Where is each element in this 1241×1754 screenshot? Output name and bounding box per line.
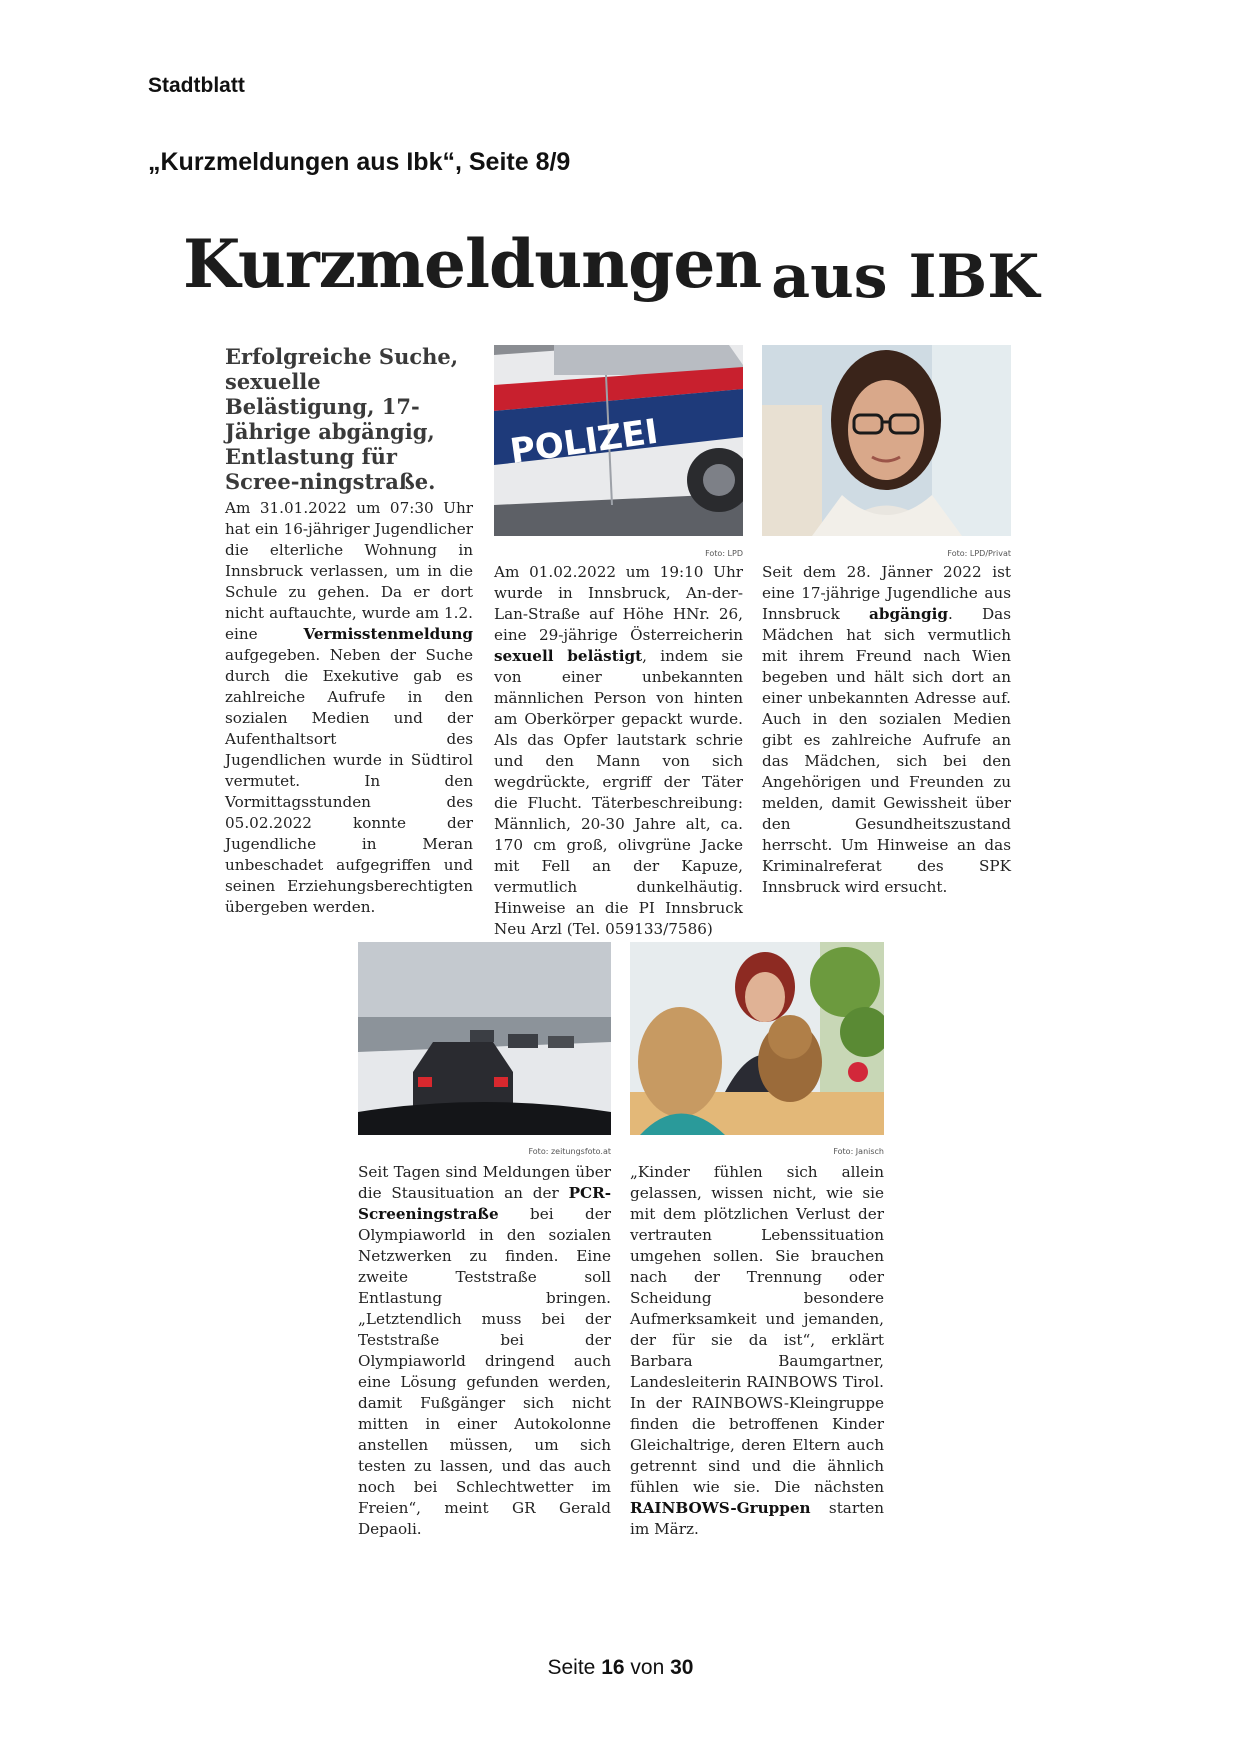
portrait-photo xyxy=(762,345,1011,536)
traffic-image xyxy=(358,942,611,1135)
masthead-part1: Kurzmeldungen xyxy=(183,225,762,303)
article-highlight: PCR-Screeningstraße xyxy=(358,1184,611,1223)
article-highlight: sexuell belästigt xyxy=(494,647,643,665)
photo-credit: Foto: LPD/Privat xyxy=(947,549,1011,558)
article-text: Am 31.01.2022 um 07:30 Uhr hat ein 16-jähriger Jugendlicher die elterliche Wohnung in Innsbruck verlassen, um in die Schule zu gehen. Da er dort nicht auftauchte, wurde am 1.2. eine xyxy=(225,499,473,643)
article-rainbows xyxy=(630,1162,884,1540)
article-screening xyxy=(358,1162,611,1540)
total-pages: 30 xyxy=(670,1656,694,1679)
clipping-title: „Kurzmeldungen aus Ibk“, Seite 8/9 xyxy=(148,148,571,176)
article-headline: Erfolgreiche Suche, sexuelle Belästigung, 17-Jährige abgängig, Entlastung für Scree-ningstraße. xyxy=(225,344,459,494)
child-counselling-photo xyxy=(630,942,884,1135)
traffic-photo xyxy=(358,942,611,1135)
article-missing-girl xyxy=(762,562,1011,898)
article-text: Seit dem 28. Jänner 2022 ist eine 17-jährige Jugendliche aus Innsbruck xyxy=(762,563,1011,623)
article-highlight: Vermisstenmeldung xyxy=(303,625,473,643)
article-text: . Das Mädchen hat sich vermutlich mit ihrem Freund nach Wien begeben und hält sich dort an einer unbekannten Adresse auf. Auch in den sozialen Medien gibt es zahlreiche Aufrufe an das Mädchen, sich bei den Angehörigen und Freunden zu melden, damit Gewissheit über den Gesundheitszustand herrscht. Um Hinweise an das Kriminalreferat des SPK Innsbruck wird ersucht. xyxy=(762,605,1012,896)
photo-credit: Foto: Janisch xyxy=(833,1147,884,1156)
child-counselling-image xyxy=(630,942,884,1135)
article-missing-boy xyxy=(225,498,473,918)
police-car-photo xyxy=(494,345,743,536)
article-highlight: RAINBOWS-Gruppen xyxy=(630,1499,811,1517)
article-highlight: abgängig xyxy=(869,605,948,623)
photo-credit: Foto: LPD xyxy=(705,549,743,558)
photo-credit: Foto: zeitungsfoto.at xyxy=(528,1147,611,1156)
article-text: , indem sie von einer unbekannten männlichen Person von hinten am Oberkörper gepackt wurde. Als das Opfer lautstark schrie und den Mann von sich wegdrückte, ergriff der Täter die Flucht. Täterbeschreibung: Männlich, 20-30 Jahre alt, ca. 170 cm groß, olivgrüne Jacke mit Fell an der Kapuze, vermutlich dunkelhäutig. Hinweise an die PI Innsbruck Neu Arzl (Tel. 059133/7586) xyxy=(494,647,743,938)
police-car-image xyxy=(494,345,743,536)
article-text: starten im März. xyxy=(630,1499,884,1538)
masthead-part2: aus IBK xyxy=(771,242,1040,312)
article-text: bei der Olympiaworld in den sozialen Netzwerken zu finden. Eine zweite Teststraße soll Entlastung bringen. „Letztendlich muss bei der Teststraße bei der Olympiaworld dringend auch eine Lösung gefunden werden, damit Fußgänger sich nicht mitten in einer Autokolonne anstellen müssen, um sich testen zu lassen, und das auch noch bei Schlechtwetter im Freien“, meint GR Gerald Depaoli. xyxy=(358,1205,611,1538)
article-text: „Kinder fühlen sich allein gelassen, wissen nicht, wie sie mit dem plötzlichen Verlust der vertrauten Lebenssituation umgehen sollen. Sie brauchen nach der Trennung oder Scheidung besondere Aufmerksamkeit und jemanden, der für sie da ist“, erklärt Barbara Baumgartner, Landesleiterin RAINBOWS Tirol. In der RAINBOWS-Kleingruppe finden die betroffenen Kinder Gleichaltrige, deren Eltern auch getrennt sind und die ähnlich fühlen wie sie. Die nächsten xyxy=(630,1163,884,1496)
page-prefix: Seite xyxy=(547,1656,596,1679)
masthead xyxy=(183,225,1053,312)
article-text: Am 01.02.2022 um 19:10 Uhr wurde in Innsbruck, An-der-Lan-Straße auf Höhe HNr. 26, eine 29-jährige Österreicherin xyxy=(494,563,743,644)
source-label: Stadtblatt xyxy=(148,74,245,97)
police-lettering: POLIZEI xyxy=(507,411,661,472)
page-middle: von xyxy=(630,1656,665,1679)
article-text: Seit Tagen sind Meldungen über die Stausituation an der xyxy=(358,1163,611,1202)
article-harassment xyxy=(494,562,743,940)
portrait-image xyxy=(762,345,1011,536)
page-number xyxy=(0,1656,1241,1680)
article-text: aufgegeben. Neben der Suche durch die Exekutive gab es zahlreiche Aufrufe in den sozialen Medien und der Aufenthaltsort des Jugendlichen wurde in Südtirol vermutet. In den Vormittagsstunden des 05.02.2022 konnte der Jugendliche in Meran unbeschadet aufgegriffen und seinen Erziehungsberechtigten übergeben werden. xyxy=(225,646,473,916)
current-page: 16 xyxy=(601,1656,625,1679)
